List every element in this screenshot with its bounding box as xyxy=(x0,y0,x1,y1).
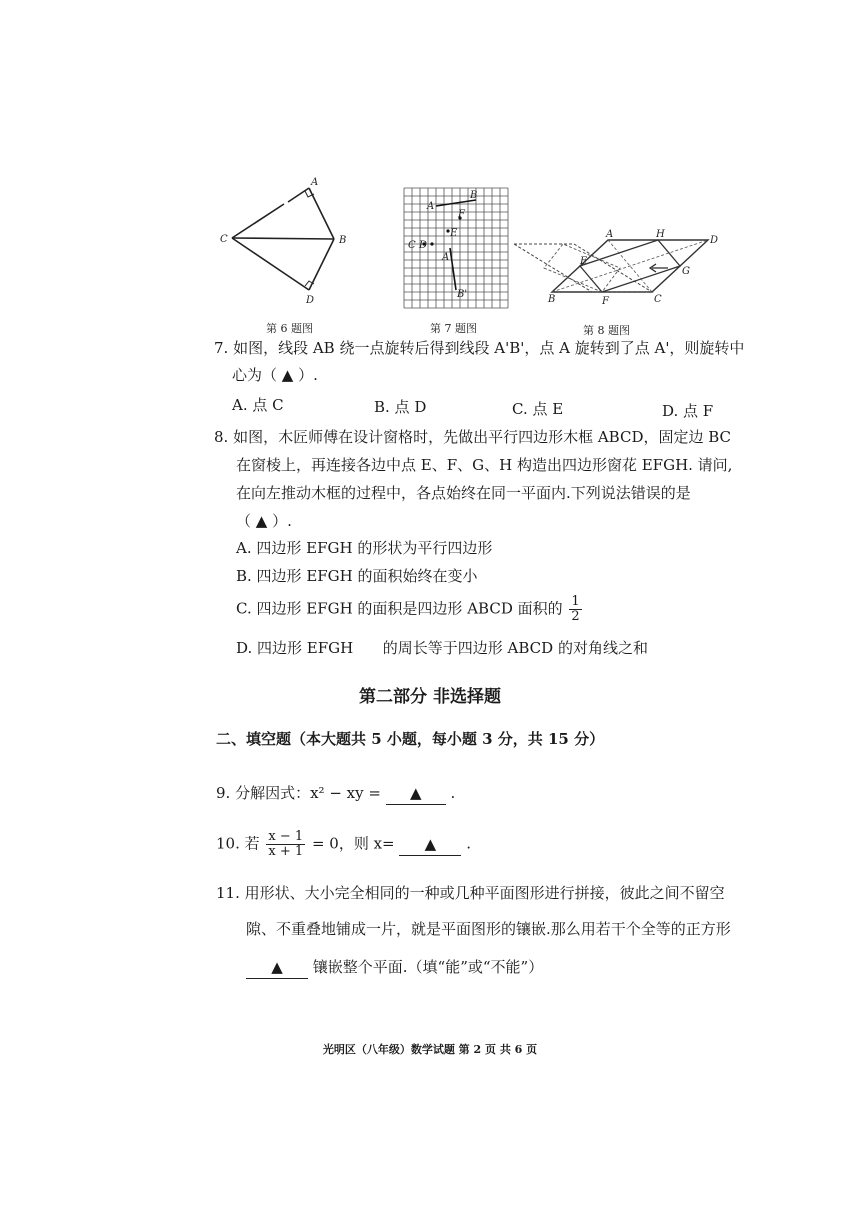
fig7-label-e: E xyxy=(450,228,458,239)
fig7-label-b-prime: B' xyxy=(457,289,468,300)
question-8-option-a: A. 四边形 EFGH 的形状为平行四边形 xyxy=(236,539,493,557)
fig6-label-a: A xyxy=(311,177,319,188)
fig6-label-b: B xyxy=(339,235,347,246)
question-7-option-c: C. 点 E xyxy=(512,400,564,418)
question-7-option-a: A. 点 C xyxy=(232,396,284,414)
question-10 xyxy=(216,830,471,859)
question-8-line-4: （ ▲ ）. xyxy=(236,512,292,530)
question-10-prefix: 10. 若 xyxy=(216,834,260,853)
fig6-label-d: D xyxy=(306,295,315,306)
question-8-option-d-part-2: 的周长等于四边形 ABCD 的对角线之和 xyxy=(382,639,648,657)
question-10-answer-blank[interactable]: ▲ xyxy=(399,833,461,856)
fig8-label-d: D xyxy=(710,235,719,246)
fig7-label-a-prime: A' xyxy=(442,252,452,263)
fig8-label-b: B xyxy=(548,294,556,305)
fig7-label-a: A xyxy=(427,201,435,212)
fig7-label-c: C xyxy=(408,240,416,251)
fig8-label-f: F xyxy=(602,296,609,307)
question-10-period: . xyxy=(466,834,471,853)
question-9-period: . xyxy=(450,784,456,802)
fig8-label-g: G xyxy=(682,266,690,277)
question-7-line-2: 心为（ ▲ ）. xyxy=(232,366,318,384)
figure-6-quadrilateral xyxy=(212,176,352,311)
question-8-option-d xyxy=(236,637,648,659)
question-11-line-2: 隙、不重叠地铺成一片，就是平面图形的镶嵌.那么用若干个全等的正方形 xyxy=(246,920,731,938)
fraction-denominator: x + 1 xyxy=(268,844,304,859)
fig7-label-d: D xyxy=(419,240,428,251)
fig6-label-c: C xyxy=(220,234,228,245)
figure-8-parallelogram xyxy=(512,226,734,316)
question-11-answer-blank[interactable]: ▲ xyxy=(246,956,308,979)
question-11-line-3-text: 镶嵌整个平面.（填“能”或“不能”） xyxy=(312,958,544,976)
fig8-label-a: A xyxy=(606,229,614,240)
fraction-denominator: 2 xyxy=(571,609,580,624)
question-7-line-1: 7. 如图，线段 AB 绕一点旋转后得到线段 A'B'，点 A 旋转到了点 A'，则旋转中 xyxy=(214,339,745,357)
one-half-fraction xyxy=(569,595,581,624)
fig7-label-f: F xyxy=(458,209,465,220)
fraction-numerator: 1 xyxy=(571,594,580,609)
fig8-label-h: H xyxy=(656,229,665,240)
question-9-text: 9. 分解因式：x² − xy = xyxy=(216,784,381,802)
fig8-label-c: C xyxy=(654,294,662,305)
fig7-label-b: B xyxy=(470,190,478,201)
fraction-numerator: x − 1 xyxy=(268,829,304,844)
figure-6-caption: 第 6 题图 xyxy=(266,322,313,335)
question-7-option-b: B. 点 D xyxy=(374,398,427,416)
question-11-line-3 xyxy=(246,956,543,979)
figure-7-grid xyxy=(398,182,520,310)
fig8-label-e: E xyxy=(580,256,588,267)
question-8-line-3: 在向左推动木框的过程中，各点始终在同一平面内.下列说法错误的是 xyxy=(236,484,691,502)
section-2-title: 第二部分 非选择题 xyxy=(359,687,501,707)
question-8-option-c xyxy=(236,595,584,624)
question-8-option-b: B. 四边形 EFGH 的面积始终在变小 xyxy=(236,567,478,585)
question-9 xyxy=(216,782,455,805)
question-11-line-1: 11. 用形状、大小完全相同的一种或几种平面图形进行拼接，彼此之间不留空 xyxy=(216,884,725,902)
question-8-line-1: 8. 如图，木匠师傅在设计窗格时，先做出平行四边形木框 ABCD，固定边 BC xyxy=(214,428,732,446)
question-7-option-d: D. 点 F xyxy=(662,402,714,420)
figure-8-caption: 第 8 题图 xyxy=(583,324,630,337)
figure-7-caption: 第 7 题图 xyxy=(430,322,477,335)
question-10-fraction xyxy=(266,830,305,859)
page-footer: 光明区（八年级）数学试题 第 2 页 共 6 页 xyxy=(322,1043,538,1056)
question-8-line-2: 在窗棱上，再连接各边中点 E、F、G、H 构造出四边形窗花 EFGH. 请问, xyxy=(236,456,733,474)
question-9-answer-blank[interactable]: ▲ xyxy=(386,782,446,805)
fill-in-header: 二、填空题（本大题共 5 小题，每小题 3 分，共 15 分） xyxy=(216,730,605,748)
question-10-mid: = 0，则 x= xyxy=(311,834,395,853)
question-8-option-c-text: C. 四边形 EFGH 的面积是四边形 ABCD 面积的 xyxy=(236,599,563,618)
question-8-option-d-part-1: D. 四边形 EFGH xyxy=(236,639,354,657)
